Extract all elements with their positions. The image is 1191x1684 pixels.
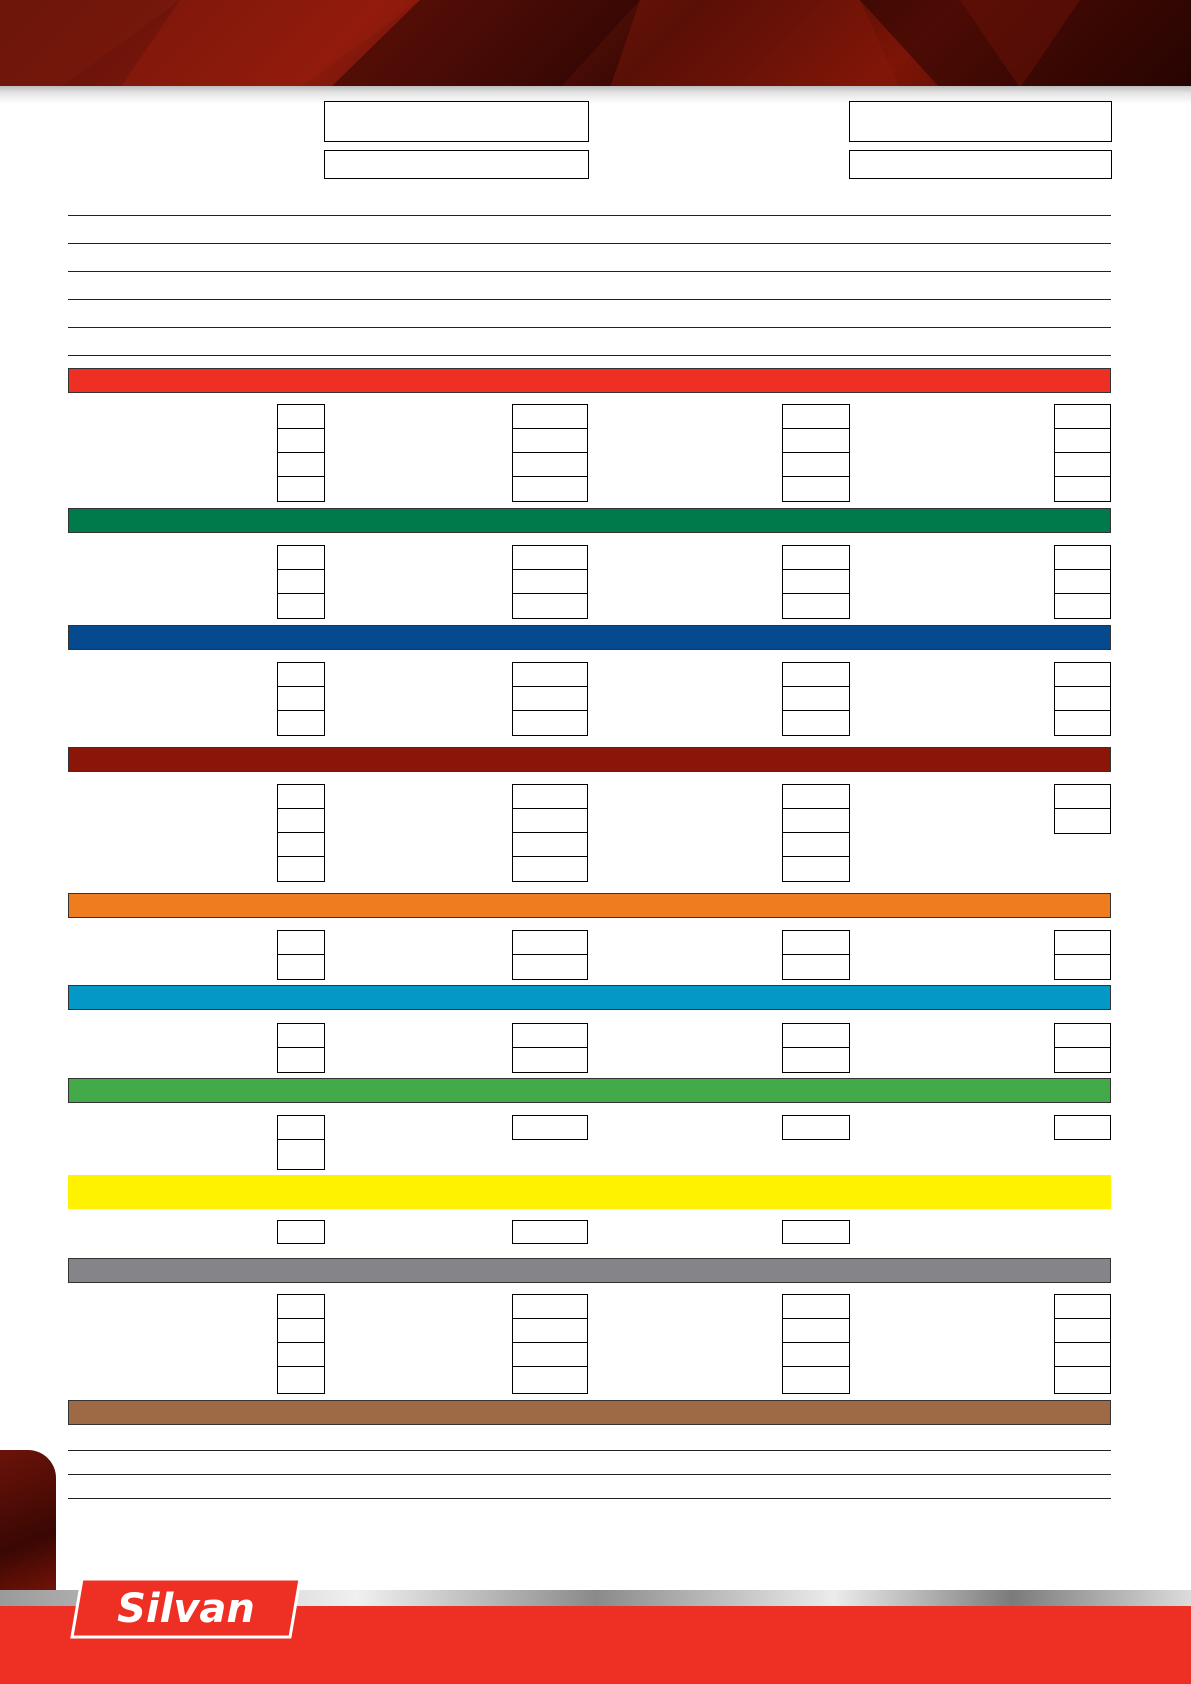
entry-cell[interactable] [512, 476, 588, 502]
entry-cell[interactable] [782, 428, 850, 453]
entry-cell[interactable] [782, 1023, 850, 1048]
entry-cell[interactable] [277, 593, 325, 619]
entry-cell[interactable] [277, 476, 325, 502]
entry-cell[interactable] [512, 1047, 588, 1073]
entry-cell[interactable] [1054, 784, 1111, 809]
silvan-logo [68, 1577, 304, 1639]
entry-cell[interactable] [512, 1220, 588, 1244]
entry-cell[interactable] [1054, 954, 1111, 980]
entry-cell[interactable] [782, 1115, 850, 1140]
section-band-grey [68, 1258, 1111, 1283]
entry-cell[interactable] [782, 1294, 850, 1319]
section-band-cyan [68, 985, 1111, 1010]
entry-cell[interactable] [512, 1023, 588, 1048]
entry-cell[interactable] [512, 784, 588, 809]
entry-cell[interactable] [277, 832, 325, 857]
entry-cell[interactable] [512, 1115, 588, 1140]
entry-cell[interactable] [782, 808, 850, 833]
top-field-1[interactable] [324, 101, 589, 142]
entry-cell[interactable] [782, 1318, 850, 1343]
entry-cell[interactable] [782, 1342, 850, 1367]
entry-cell[interactable] [1054, 1115, 1111, 1140]
header-polygon-pattern [0, 0, 1191, 88]
writing-line [68, 1450, 1111, 1451]
entry-cell[interactable] [512, 856, 588, 882]
entry-cell[interactable] [512, 686, 588, 711]
top-field-2[interactable] [849, 101, 1112, 142]
logo-text: Silvan [117, 1586, 255, 1632]
entry-cell[interactable] [1054, 930, 1111, 955]
entry-cell[interactable] [1054, 569, 1111, 594]
entry-cell[interactable] [782, 954, 850, 980]
entry-cell[interactable] [512, 1294, 588, 1319]
entry-cell[interactable] [1054, 452, 1111, 477]
section-band-maroon [68, 747, 1111, 772]
section-band-light-green [68, 1078, 1111, 1103]
section-band-brown [68, 1400, 1111, 1425]
entry-cell[interactable] [277, 856, 325, 882]
entry-cell[interactable] [1054, 545, 1111, 570]
entry-cell[interactable] [782, 832, 850, 857]
writing-line [68, 327, 1111, 328]
entry-cell[interactable] [277, 1318, 325, 1343]
entry-cell[interactable] [277, 784, 325, 809]
entry-cell[interactable] [782, 930, 850, 955]
entry-cell[interactable] [1054, 662, 1111, 687]
entry-cell[interactable] [277, 428, 325, 453]
entry-cell[interactable] [277, 662, 325, 687]
entry-cell[interactable] [782, 476, 850, 502]
entry-cell[interactable] [782, 545, 850, 570]
entry-cell[interactable] [512, 954, 588, 980]
header-banner [0, 0, 1191, 88]
section-band-red [68, 368, 1111, 393]
entry-cell[interactable] [782, 404, 850, 429]
entry-cell[interactable] [782, 452, 850, 477]
section-band-orange [68, 893, 1111, 918]
writing-line [68, 355, 1111, 356]
entry-cell[interactable] [782, 784, 850, 809]
entry-cell[interactable] [782, 1220, 850, 1244]
entry-cell[interactable] [782, 1047, 850, 1073]
entry-cell[interactable] [512, 930, 588, 955]
entry-cell[interactable] [512, 452, 588, 477]
entry-cell[interactable] [512, 1366, 588, 1394]
entry-cell[interactable] [277, 452, 325, 477]
entry-cell[interactable] [277, 808, 325, 833]
writing-line [68, 299, 1111, 300]
entry-cell[interactable] [782, 856, 850, 882]
entry-cell[interactable] [1054, 710, 1111, 736]
entry-cell[interactable] [1054, 476, 1111, 502]
entry-cell[interactable] [277, 404, 325, 429]
entry-cell[interactable] [512, 404, 588, 429]
section-band-green [68, 508, 1111, 533]
entry-cell[interactable] [512, 545, 588, 570]
entry-cell[interactable] [277, 545, 325, 570]
entry-cell[interactable] [512, 593, 588, 619]
entry-cell[interactable] [512, 832, 588, 857]
entry-cell[interactable] [782, 593, 850, 619]
entry-cell[interactable] [277, 1294, 325, 1319]
logo-graphic [68, 1577, 304, 1639]
entry-cell[interactable] [1054, 808, 1111, 834]
entry-cell[interactable] [512, 569, 588, 594]
writing-line [68, 271, 1111, 272]
top-field-3[interactable] [324, 150, 589, 179]
entry-cell[interactable] [277, 954, 325, 980]
section-band-yellow [68, 1175, 1111, 1209]
entry-cell[interactable] [1054, 404, 1111, 429]
entry-cell[interactable] [782, 662, 850, 687]
entry-cell[interactable] [1054, 593, 1111, 619]
writing-line [68, 243, 1111, 244]
entry-cell[interactable] [277, 1115, 325, 1140]
entry-cell[interactable] [1054, 428, 1111, 453]
entry-cell[interactable] [277, 710, 325, 736]
entry-cell[interactable] [512, 710, 588, 736]
entry-cell[interactable] [512, 1318, 588, 1343]
entry-cell[interactable] [782, 686, 850, 711]
entry-cell[interactable] [277, 1366, 325, 1394]
entry-cell[interactable] [277, 1023, 325, 1048]
entry-cell[interactable] [512, 808, 588, 833]
entry-cell[interactable] [512, 428, 588, 453]
entry-cell[interactable] [1054, 1342, 1111, 1367]
entry-cell[interactable] [277, 1342, 325, 1367]
entry-cell[interactable] [1054, 1366, 1111, 1394]
writing-line [68, 1474, 1111, 1475]
entry-cell[interactable] [782, 1366, 850, 1394]
entry-cell[interactable] [1054, 1294, 1111, 1319]
entry-cell[interactable] [782, 569, 850, 594]
writing-line [68, 215, 1111, 216]
entry-cell[interactable] [782, 710, 850, 736]
top-field-4[interactable] [849, 150, 1112, 179]
entry-cell[interactable] [1054, 1318, 1111, 1343]
section-band-blue [68, 625, 1111, 650]
entry-cell[interactable] [277, 1139, 325, 1170]
entry-cell[interactable] [277, 930, 325, 955]
side-tab [0, 1450, 56, 1600]
entry-cell[interactable] [512, 662, 588, 687]
writing-line [68, 1498, 1111, 1499]
entry-cell[interactable] [277, 686, 325, 711]
entry-cell[interactable] [1054, 1047, 1111, 1073]
entry-cell[interactable] [1054, 1023, 1111, 1048]
entry-cell[interactable] [512, 1342, 588, 1367]
entry-cell[interactable] [1054, 686, 1111, 711]
entry-cell[interactable] [277, 1047, 325, 1073]
entry-cell[interactable] [277, 569, 325, 594]
entry-cell[interactable] [277, 1220, 325, 1244]
